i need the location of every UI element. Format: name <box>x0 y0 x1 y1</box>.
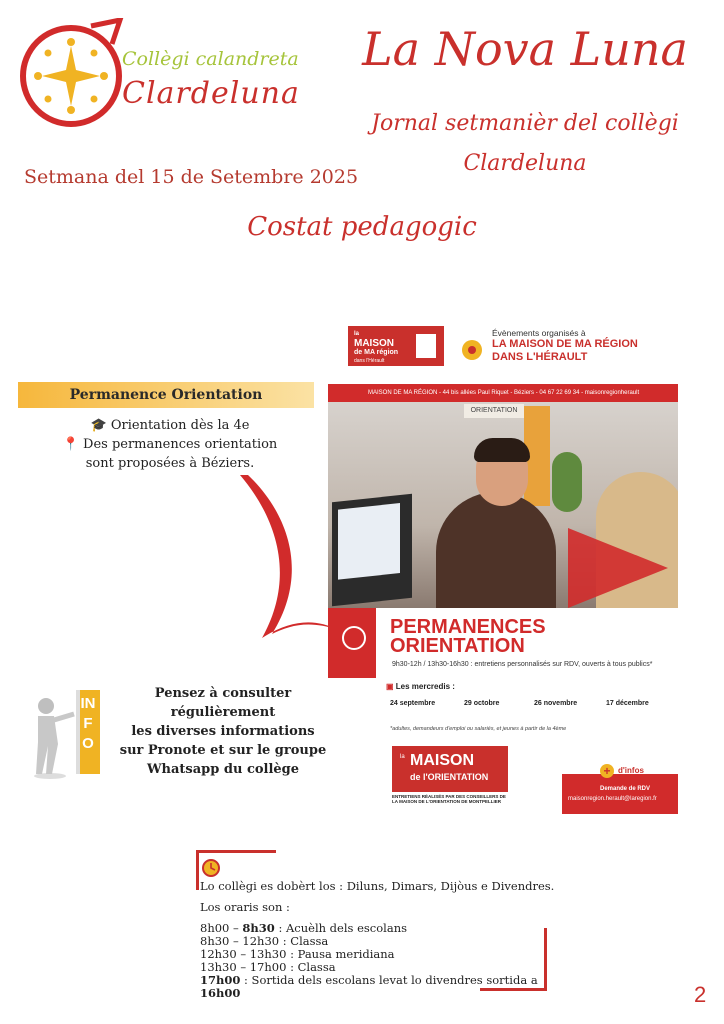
schedule-row-3: 12h30 – 13h30 : Pausa meridiana <box>200 947 395 961</box>
maison-ma-region-logo: la MAISON de MA région dans l'Hérault <box>348 326 444 366</box>
orientation-poster <box>328 326 678 814</box>
permanence-line-3: sont proposées à Béziers. <box>85 456 255 471</box>
schedule-label: Los oraris son : <box>200 900 290 914</box>
plus-icon: + <box>600 764 614 778</box>
alarm-clock-icon <box>200 856 222 878</box>
schedule-open-days: Lo collègi es dobèrt los : Diluns, Dimars, Dijòus e Divendres. <box>200 879 555 893</box>
schedule-block <box>200 880 560 1000</box>
poster-footnote: *adultes, demandeurs d'emploi ou salariés, et jeunes à partir de la 4ème <box>390 726 567 732</box>
poster-heading: PERMANENCES ORIENTATION <box>390 616 546 657</box>
orientation-sign: ORIENTATION <box>464 404 524 418</box>
subtitle-line-1: Jornal setmanièr del collègi <box>371 111 679 136</box>
permanence-line-1: 🎓 Orientation dès la 4e <box>90 418 250 433</box>
person-with-info-sign-icon <box>30 684 110 780</box>
calendar-icon: ▣ <box>386 682 396 691</box>
poster-photo <box>328 402 678 608</box>
poster-date-1: 24 septembre <box>390 700 436 707</box>
orientation-icon-box <box>328 608 376 678</box>
poster-date-2: 29 octobre <box>464 700 500 707</box>
maison-orientation-caption: ENTRETIENS RÉALISÉS PAR DES CONSEILLERS DE LA MAISON DE L'ORIENTATION DE MONTPELLIER <box>392 794 506 804</box>
person-figure <box>436 492 556 608</box>
red-arrow-shape <box>568 528 668 608</box>
poster-mercredis: ▣ Les mercredis : <box>386 682 455 691</box>
poster-date-4: 17 décembre <box>606 700 649 707</box>
computer-screen <box>332 494 412 606</box>
section-heading: Costat pedagogic <box>247 212 477 242</box>
occitan-cross-logo-icon <box>16 18 126 128</box>
poster-infos-box: + d'infos Demande de RDV maisonregion.herault@laregion.fr <box>562 774 678 814</box>
location-pin-icon <box>462 340 482 360</box>
permanence-text <box>50 416 290 473</box>
poster-hours: 9h30-12h / 13h30-16h30 : entretiens personnalisés sur RDV, ouverts à tous publics* <box>392 661 653 668</box>
schedule-row-1: 8h00 – 8h30 : Acuèlh dels escolans <box>200 921 407 935</box>
subtitle-line-2: Clardeluna <box>463 151 587 176</box>
newsletter-title: La Nova Luna <box>362 22 688 76</box>
newsletter-subtitle <box>340 104 710 184</box>
frame-line-left <box>196 850 199 890</box>
schedule-row-2: 8h30 – 12h30 : Classa <box>200 934 329 948</box>
permanence-line-2: 📍 Des permanences orientation <box>62 437 278 452</box>
poster-events-block: Évènements organisés à LA MAISON DE MA RÉGION DANS L'HÉRAULT <box>492 328 638 363</box>
poster-date-3: 26 novembre <box>534 700 578 707</box>
consult-info-text: Pensez à consulter régulièrement les diverses informations sur Pronote et sur le groupe Whatsapp du collège <box>119 686 327 777</box>
region-emblem-icon <box>416 334 436 358</box>
week-label: Setmana del 15 de Setembre 2025 <box>24 166 359 188</box>
permanence-banner: Permanence Orientation <box>18 382 314 408</box>
graduation-cap-icon: 🎓 <box>90 418 111 433</box>
maison-orientation-logo: la MAISON de l'ORIENTATION <box>392 746 508 792</box>
logo-text-clardeluna: Clardeluna <box>122 76 300 111</box>
schedule-row-4: 13h30 – 17h00 : Classa <box>200 960 336 974</box>
page-number: 2 <box>694 982 707 1007</box>
poster-address-bar: MAISON DE MA RÉGION - 44 bis allées Paul Riquet - Béziers - 04 67 22 69 34 - maisonregionherault <box>328 384 678 402</box>
hair <box>474 438 530 462</box>
people-network-icon <box>342 626 366 650</box>
info-sign-letters: INFO <box>80 695 96 752</box>
logo-text-calandreta: Collègi calandreta <box>122 48 299 70</box>
plant <box>552 452 582 512</box>
frame-line-top <box>196 850 276 853</box>
pin-icon: 📍 <box>62 437 84 452</box>
schedule-row-5: 17h00 : Sortida dels escolans levat lo divendres sortida a 16h00 <box>200 973 538 1000</box>
